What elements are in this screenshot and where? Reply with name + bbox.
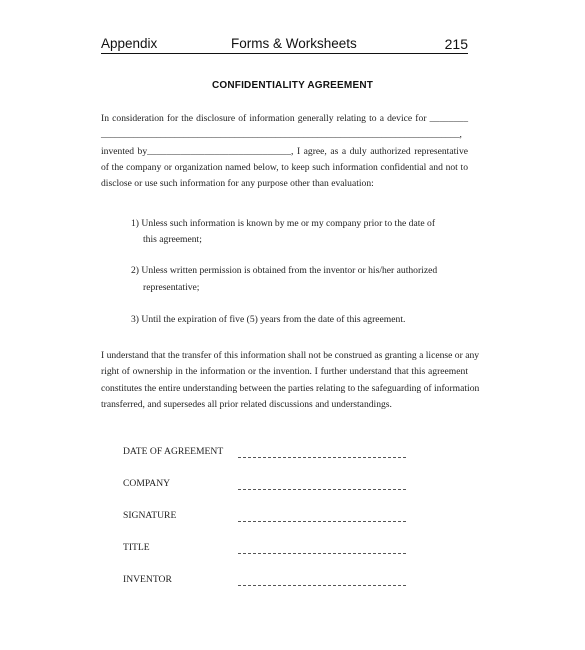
date-of-agreement-line[interactable] bbox=[238, 457, 406, 458]
intro-line-3: invented by______________________________, I agree, as a duly authorized representative bbox=[101, 146, 468, 157]
condition-2-line-1: 2) Unless written permission is obtained from the inventor or his/her authorized bbox=[131, 265, 438, 276]
company-line[interactable] bbox=[238, 489, 406, 490]
date-of-agreement-label: DATE OF AGREEMENT bbox=[123, 446, 224, 457]
intro-line-5: disclose or use such information for any purpose other than evaluation: bbox=[101, 178, 374, 189]
header-section-name: Appendix bbox=[101, 36, 158, 51]
inventor-label: INVENTOR bbox=[123, 574, 172, 585]
title-label: TITLE bbox=[123, 542, 150, 553]
header-divider bbox=[101, 53, 468, 54]
intro-line-2: ______________________________________________________________________________, bbox=[101, 129, 462, 140]
intro-line-4: of the company or organization named below, to keep such information confidential and not to bbox=[101, 162, 468, 173]
intro-line-1: In consideration for the disclosure of information generally relating to a device for ________ bbox=[101, 113, 468, 124]
condition-1-line-1: 1) Unless such information is known by me or my company prior to the date of bbox=[131, 218, 436, 229]
company-label: COMPANY bbox=[123, 478, 171, 489]
condition-3-line-1: 3) Until the expiration of five (5) years from the date of this agreement. bbox=[131, 314, 406, 325]
title-line[interactable] bbox=[238, 553, 406, 554]
condition-1-line-2: this agreement; bbox=[143, 234, 202, 245]
condition-2-line-2: representative; bbox=[143, 282, 200, 293]
page-number: 215 bbox=[444, 36, 468, 52]
document-title: CONFIDENTIALITY AGREEMENT bbox=[211, 80, 374, 91]
understanding-line-4: transferred, and supersedes all prior related discussions and understandings. bbox=[101, 399, 392, 410]
inventor-line[interactable] bbox=[238, 585, 406, 586]
understanding-line-2: right of ownership in the information or the invention. I further understand that this agreement bbox=[101, 366, 468, 377]
header-chapter-title: Forms & Worksheets bbox=[231, 36, 357, 51]
signature-label: SIGNATURE bbox=[123, 510, 177, 521]
understanding-line-1: I understand that the transfer of this information shall not be construed as granting a license or any bbox=[101, 350, 480, 361]
signature-line[interactable] bbox=[238, 521, 406, 522]
understanding-line-3: constitutes the entire understanding between the parties relating to the safeguarding of information bbox=[101, 383, 480, 394]
